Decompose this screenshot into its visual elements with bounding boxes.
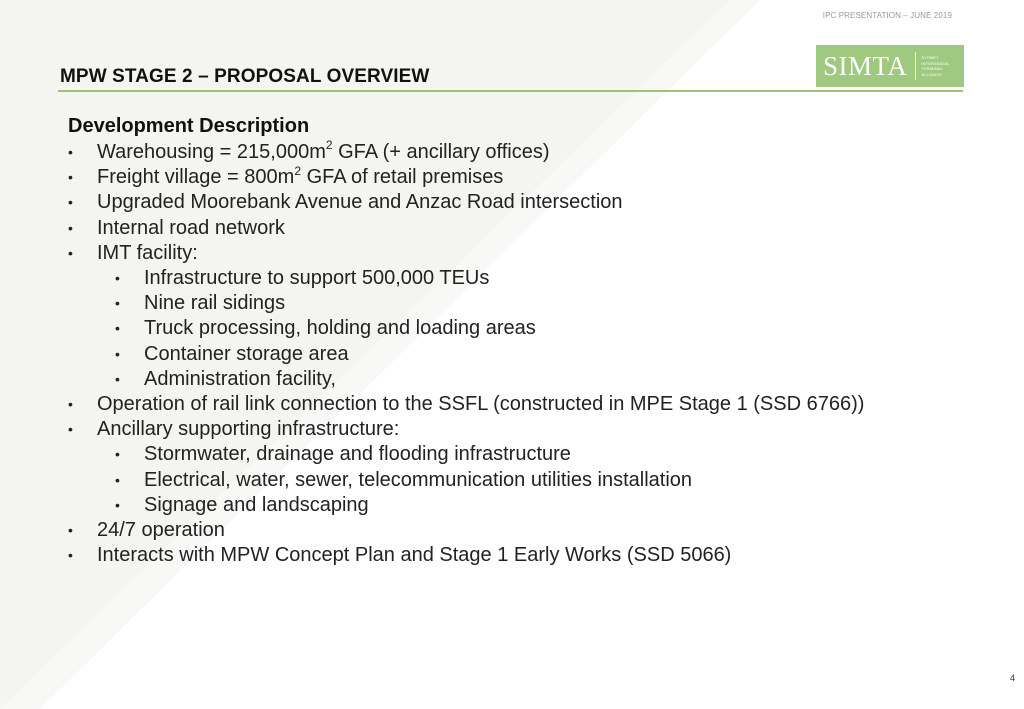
slide-body: [68, 115, 948, 568]
bullet-text: Interacts with MPW Concept Plan and Stage 1 Early Works (SSD 5066): [97, 544, 732, 567]
page-number: 4: [1009, 673, 1015, 683]
logo-tagline-line: SYDNEY: [921, 55, 939, 60]
bullet-marker: •: [115, 295, 120, 312]
bullet-text-cont: GFA of retail premises: [301, 166, 504, 189]
bullet-text: Operation of rail link connection to the SSFL (constructed in MPE Stage 1 (SSD 6766)): [97, 393, 865, 416]
bullet-text: Ancillary supporting infrastructure:: [97, 418, 400, 441]
slide-title: MPW STAGE 2 – PROPOSAL OVERVIEW: [60, 66, 430, 87]
bullet-item: [68, 241, 948, 266]
bullet-marker: •: [115, 471, 120, 488]
logo-tagline-line: ALLIANCE: [921, 71, 943, 77]
section-heading: Development Description: [68, 115, 310, 137]
bullet-text: Electrical, water, sewer, telecommunication utilities installation: [144, 468, 693, 491]
bullet-text: Internal road network: [97, 216, 285, 239]
bullet-marker: •: [68, 522, 73, 539]
bullet-marker: •: [68, 244, 73, 261]
bullet-text: Administration facility,: [144, 367, 336, 390]
bullet-marker: •: [115, 370, 120, 387]
logo-divider: [915, 52, 916, 80]
sub-bullet-item: [68, 266, 948, 291]
bullet-text: Warehousing = 215,000m: [97, 141, 326, 163]
bullet-text: Stormwater, drainage and flooding infrastructure: [144, 443, 571, 466]
bullet-marker: •: [68, 547, 73, 564]
bullet-text: IMT facility:: [97, 241, 198, 264]
logo-tagline-line: INTERMODAL: [921, 60, 950, 66]
bullet-item: [68, 165, 948, 190]
logo-tagline-line: TERMINAL: [921, 66, 944, 71]
sub-bullet-item: [68, 493, 948, 518]
bullet-marker: •: [115, 345, 120, 362]
sub-bullet-item: [68, 342, 948, 367]
bullet-marker: •: [115, 446, 120, 463]
sub-bullet-item: [68, 468, 948, 493]
bullet-text: Nine rail sidings: [144, 292, 286, 315]
sub-bullet-item: [68, 442, 948, 467]
bullet-text: Signage and landscaping: [144, 493, 369, 516]
title-underline: [58, 90, 963, 92]
bullet-marker: •: [68, 144, 73, 160]
bullet-item: [68, 518, 948, 543]
bullet-text: Freight village = 800m: [97, 166, 295, 189]
bullet-item: [68, 543, 948, 568]
logo-tagline: [921, 55, 949, 77]
bullet-item: [68, 140, 948, 165]
bullet-marker: •: [115, 496, 120, 513]
simta-logo: [816, 45, 964, 87]
superscript: 2: [325, 138, 333, 153]
bullet-marker: •: [115, 270, 120, 287]
sub-bullet-item: [68, 316, 948, 341]
bullet-marker: •: [68, 396, 73, 413]
bullet-item: [68, 216, 948, 241]
bullet-marker: •: [68, 169, 73, 186]
bullet-marker: •: [68, 421, 73, 438]
bullet-text-cont: GFA (+ ancillary offices): [332, 141, 550, 163]
bullet-marker: •: [68, 219, 73, 236]
bullet-item: [68, 190, 948, 215]
bullet-marker: •: [68, 194, 73, 211]
presentation-tag: IPC PRESENTATION – JUNE 2019: [822, 11, 952, 20]
logo-wordmark: SIMTA: [823, 50, 908, 81]
bullet-item: [68, 392, 948, 417]
bullet-item: [68, 417, 948, 442]
bullet-text: Infrastructure to support 500,000 TEUs: [144, 267, 490, 290]
sub-bullet-item: [68, 291, 948, 316]
sub-bullet-item: [68, 367, 948, 392]
bullet-text: Truck processing, holding and loading areas: [144, 317, 536, 340]
bullet-text: 24/7 operation: [97, 519, 225, 542]
bullet-marker: •: [115, 320, 120, 337]
bullet-text: Upgraded Moorebank Avenue and Anzac Road intersection: [97, 191, 623, 214]
superscript: 2: [294, 163, 302, 178]
bullet-text: Container storage area: [144, 342, 349, 365]
